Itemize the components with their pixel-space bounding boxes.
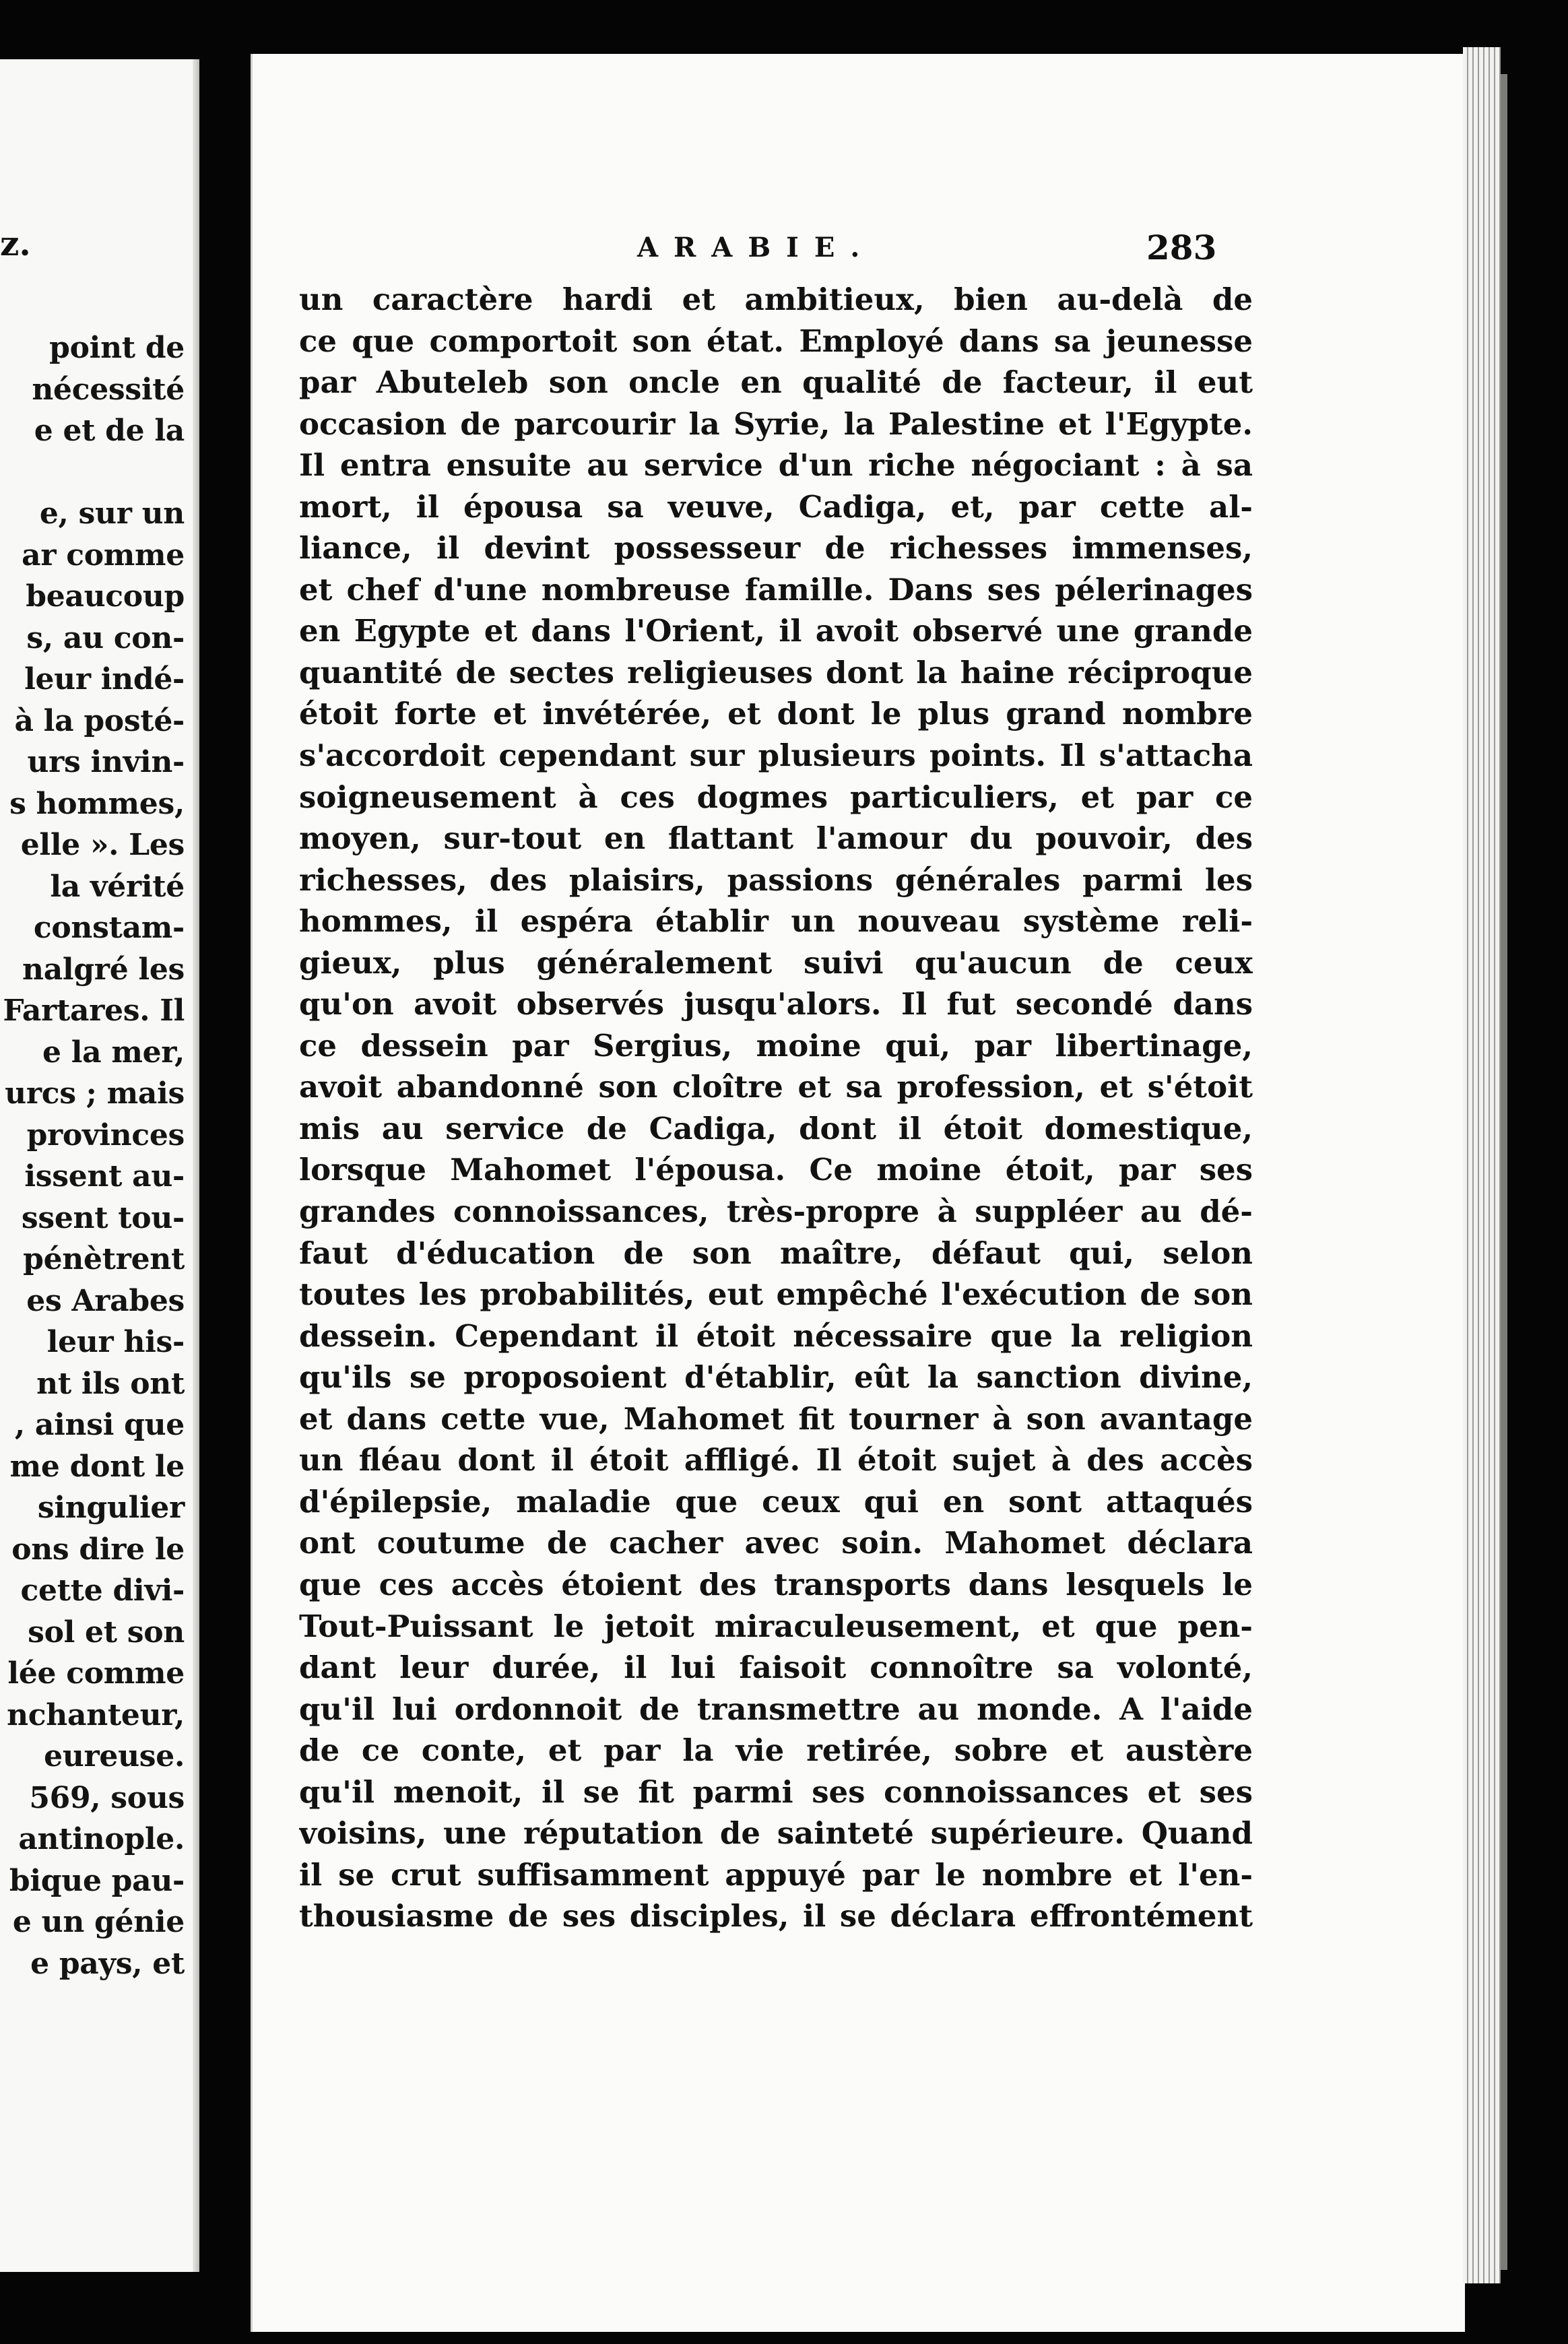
left-page-line: point de xyxy=(49,331,185,365)
body-text-line: soigneusement à ces dogmes particuliers, et par ce xyxy=(299,779,1253,815)
left-page-line: urcs ; mais xyxy=(5,1076,185,1111)
left-page xyxy=(0,59,199,2272)
left-page-line: e pays, et xyxy=(30,1946,185,1981)
left-page-line: issent au- xyxy=(24,1159,185,1194)
page-stack-edges xyxy=(1463,47,1501,2283)
left-page-line: constam- xyxy=(33,911,185,945)
left-page-line: elle ». Les xyxy=(20,828,185,862)
left-page-line: cette divi- xyxy=(20,1573,185,1608)
left-page-line: e et de la xyxy=(34,414,185,448)
body-text-line: dessein. Cependant il étoit nécessaire que la religion xyxy=(299,1317,1253,1354)
left-page-line: leur his- xyxy=(46,1325,185,1359)
body-text-line: ce dessein par Sergius, moine qui, par libertinage, xyxy=(299,1027,1253,1064)
body-text-line: avoit abandonné son cloître et sa profession, et s'étoit xyxy=(299,1069,1253,1105)
body-text-line: il se crut suffisamment appuyé par le nombre et l'en- xyxy=(299,1856,1253,1893)
body-text xyxy=(299,279,1253,1937)
left-page-line: e la mer, xyxy=(42,1035,185,1070)
body-text-line: hommes, il espéra établir un nouveau système reli- xyxy=(299,903,1253,940)
left-page-line: pénètrent xyxy=(23,1242,185,1276)
body-text-line: lorsque Mahomet l'épousa. Ce moine étoit, par ses xyxy=(299,1152,1253,1188)
body-text-line: un fléau dont il étoit affligé. Il étoit sujet à des accès xyxy=(299,1442,1253,1478)
left-page-line: s, au con- xyxy=(26,620,185,655)
body-text-line: voisins, une réputation de sainteté supérieure. Quand xyxy=(299,1815,1253,1852)
left-page-line: leur indé- xyxy=(24,662,185,696)
body-text-line: en Egypte et dans l'Orient, il avoit observé une grande xyxy=(299,613,1253,649)
body-text-line: quantité de sectes religieuses dont la haine réciproque xyxy=(299,654,1253,690)
left-page-text xyxy=(0,327,185,1984)
body-text-line: par Abuteleb son oncle en qualité de facteur, il eut xyxy=(299,364,1253,401)
body-text-line: Il entra ensuite au service d'un riche négociant : à sa xyxy=(299,447,1253,484)
left-page-line: ssent tou- xyxy=(21,1200,185,1235)
body-text-line: de ce conte, et par la vie retirée, sobre et austère xyxy=(299,1732,1253,1769)
body-text-line: qu'ils se proposoient d'établir, eût la sanction divine, xyxy=(299,1359,1253,1396)
left-page-line: ar comme xyxy=(22,538,185,573)
body-text-line: qu'il menoit, il se fit parmi ses connoissances et ses xyxy=(299,1773,1253,1810)
left-page-line: la vérité xyxy=(50,869,185,904)
left-page-line: me dont le xyxy=(9,1449,185,1484)
left-page-header-fragment: z. xyxy=(0,224,31,263)
page-stack-outer-edge xyxy=(1501,74,1507,2270)
left-page-line: , ainsi que xyxy=(14,1408,185,1442)
left-page-line: nchanteur, xyxy=(7,1697,185,1732)
left-page-line xyxy=(0,452,185,494)
left-page-line: provinces xyxy=(26,1117,185,1152)
body-text-line: richesses, des plaisirs, passions générales parmi les xyxy=(299,861,1253,898)
body-text-line: gieux, plus généralement suivi qu'aucun de ceux xyxy=(299,944,1253,981)
body-text-line: et chef d'une nombreuse famille. Dans ses pélerinages xyxy=(299,571,1253,608)
body-text-line: mis au service de Cadiga, dont il étoit domestique, xyxy=(299,1110,1253,1146)
body-text-line: liance, il devint possesseur de richesses immenses, xyxy=(299,530,1253,566)
left-page-line: urs invin- xyxy=(27,745,185,779)
left-page-line: e, sur un xyxy=(39,496,185,531)
left-page-line: sol et son xyxy=(28,1615,185,1650)
body-text-line: thousiasme de ses disciples, il se déclara effrontément xyxy=(299,1898,1253,1934)
left-page-line: nt ils ont xyxy=(36,1366,185,1401)
left-page-line: 569, sous xyxy=(29,1780,185,1815)
left-page-line: lée comme xyxy=(7,1656,185,1691)
left-page-line: beaucoup xyxy=(26,579,185,614)
body-text-line: Tout-Puissant le jetoit miraculeusement, et que pen- xyxy=(299,1608,1253,1644)
left-page-line: à la posté- xyxy=(14,703,185,738)
left-page-line: nalgré les xyxy=(22,952,185,987)
left-page-edge xyxy=(193,59,199,2272)
body-text-line: faut d'éducation de son maître, défaut qui, selon xyxy=(299,1235,1253,1271)
body-text-line: et dans cette vue, Mahomet fit tourner à son avantage xyxy=(299,1400,1253,1437)
left-page-line: es Arabes xyxy=(26,1283,185,1318)
left-page-line: eureuse. xyxy=(44,1739,185,1773)
body-text-line: mort, il épousa sa veuve, Cadiga, et, par cette al- xyxy=(299,488,1253,525)
body-text-line: occasion de parcourir la Syrie, la Palestine et l'Egypte. xyxy=(299,405,1253,442)
body-text-line: qu'il lui ordonnoit de transmettre au monde. A l'aide xyxy=(299,1691,1253,1727)
running-head: ARABIE. xyxy=(637,232,876,263)
left-page-line: s hommes, xyxy=(9,786,185,821)
body-text-line: moyen, sur-tout en flattant l'amour du pouvoir, des xyxy=(299,820,1253,857)
body-text-line: d'épilepsie, maladie que ceux qui en sont attaqués xyxy=(299,1483,1253,1520)
body-text-line: toutes les probabilités, eut empêché l'exécution de son xyxy=(299,1276,1253,1313)
body-text-line: que ces accès étoient des transports dans lesquels le xyxy=(299,1566,1253,1602)
body-text-line: ce que comportoit son état. Employé dans sa jeunesse xyxy=(299,323,1253,359)
left-page-line: nécessité xyxy=(32,372,185,407)
left-page-line: bique pau- xyxy=(9,1863,185,1898)
page-number: 283 xyxy=(1146,228,1217,267)
body-text-line: ont coutume de cacher avec soin. Mahomet déclara xyxy=(299,1525,1253,1561)
body-text-line: s'accordoit cependant sur plusieurs points. Il s'attacha xyxy=(299,738,1253,774)
left-page-line: antinople. xyxy=(18,1822,185,1856)
left-page-line: e un génie xyxy=(12,1905,185,1939)
body-text-line: qu'on avoit observés jusqu'alors. Il fut secondé dans xyxy=(299,986,1253,1022)
left-page-line: singulier xyxy=(37,1491,185,1525)
body-text-line: un caractère hardi et ambitieux, bien au-delà de xyxy=(299,282,1253,317)
body-text-line: dant leur durée, il lui faisoit connoître sa volonté, xyxy=(299,1650,1253,1686)
body-text-line: grandes connoissances, très-propre à suppléer au dé- xyxy=(299,1194,1253,1230)
left-page-line: ons dire le xyxy=(11,1532,185,1567)
body-text-line: étoit forte et invétérée, et dont le plus grand nombre xyxy=(299,696,1253,732)
left-page-line: Fartares. Il xyxy=(3,994,185,1028)
